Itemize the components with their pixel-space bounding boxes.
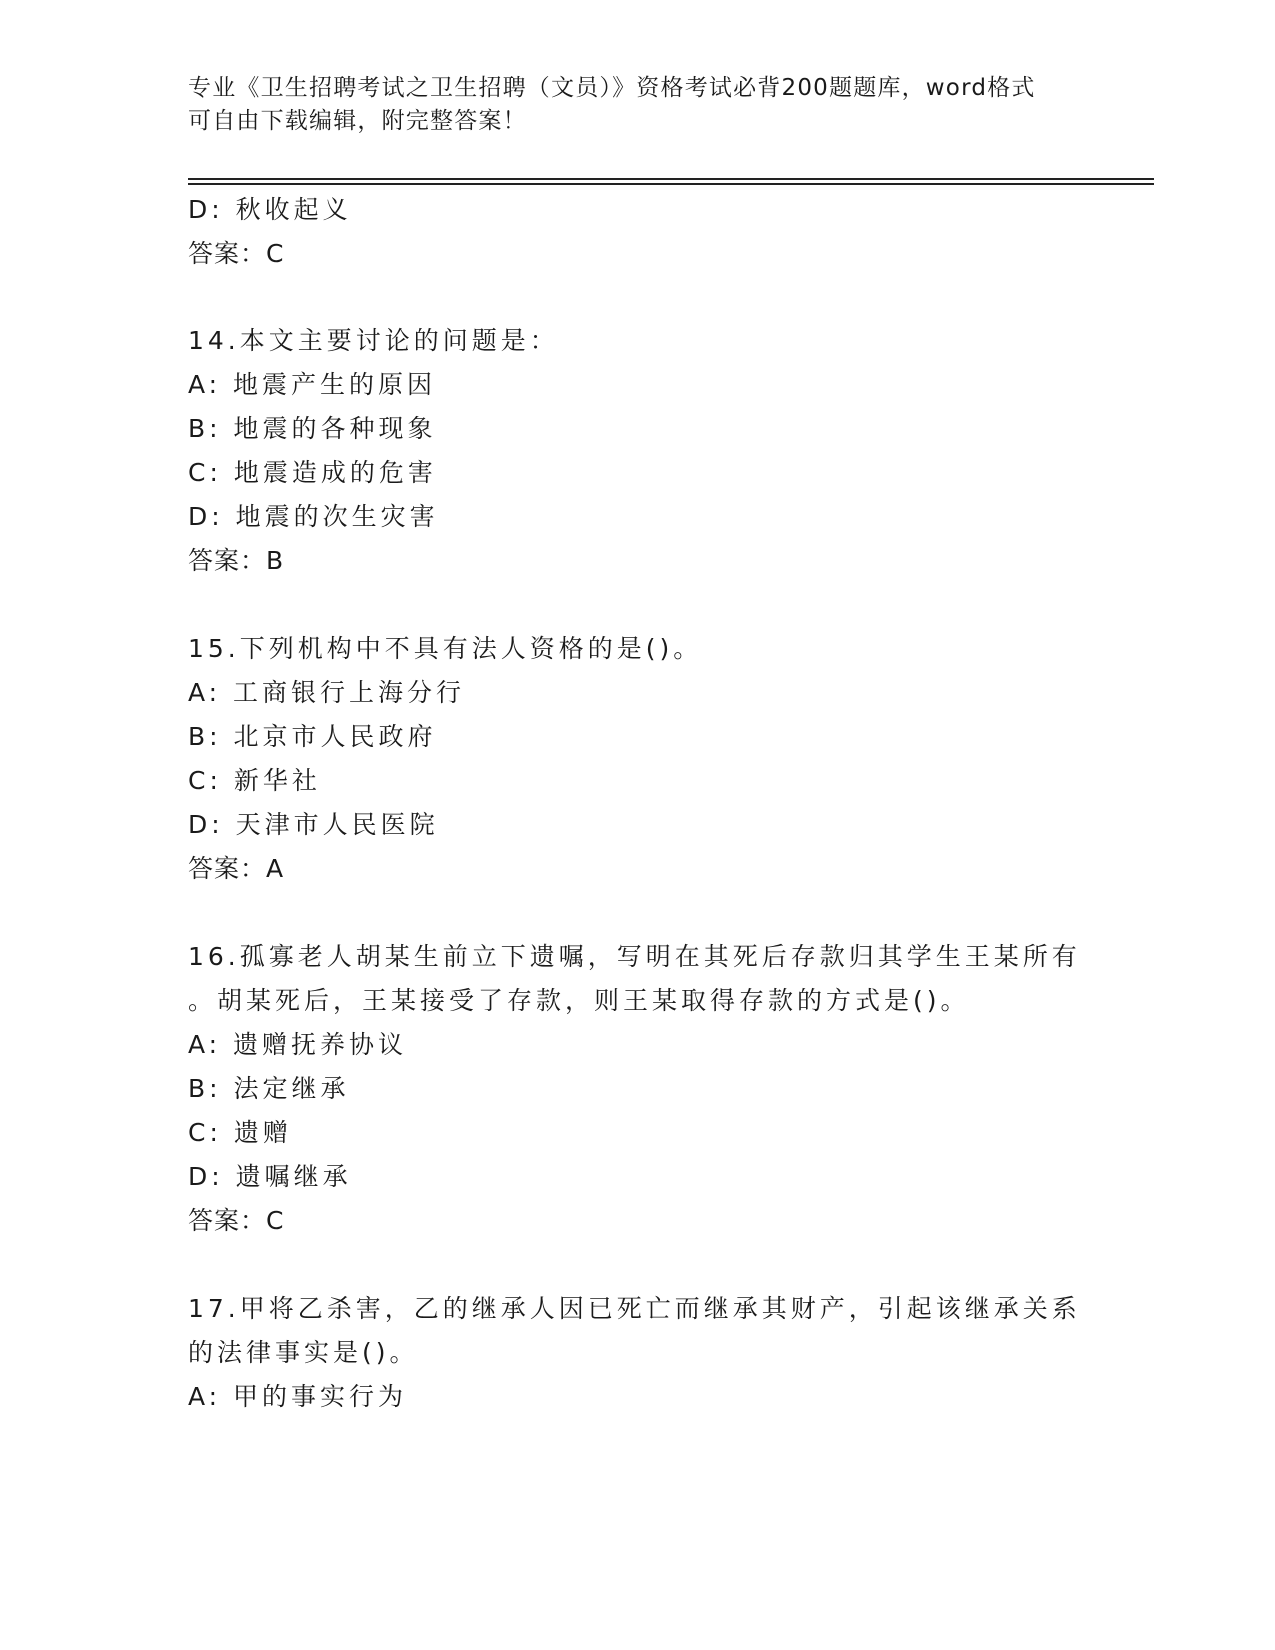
q14-answer: 答案：B (188, 546, 285, 575)
header-divider-top (188, 178, 1154, 180)
q17-question-line-1: 17.甲将乙杀害，乙的继承人因已死亡而继承其财产，引起该继承关系 (188, 1294, 1081, 1323)
q15-question: 15.下列机构中不具有法人资格的是()。 (188, 634, 703, 663)
q16-option-a: A: 遗赠抚养协议 (188, 1030, 408, 1059)
q17-option-a: A: 甲的事实行为 (188, 1382, 408, 1411)
q17-question-line-2: 的法律事实是()。 (188, 1338, 419, 1367)
q15-option-d: D: 天津市人民医院 (188, 810, 439, 839)
q14-option-c: C: 地震造成的危害 (188, 458, 437, 487)
header-title-line-1: 专业《卫生招聘考试之卫生招聘（文员）》资格考试必背200题题库，word格式 (188, 75, 1036, 101)
q15-option-c: C: 新华社 (188, 766, 321, 795)
header-title-line-2: 可自由下载编辑，附完整答案！ (188, 108, 527, 134)
q13-answer: 答案：C (188, 239, 285, 268)
q14-option-a: A: 地震产生的原因 (188, 370, 437, 399)
q16-answer: 答案：C (188, 1206, 285, 1235)
q16-question-line-1: 16.孤寡老人胡某生前立下遗嘱，写明在其死后存款归其学生王某所有 (188, 942, 1081, 971)
q14-option-b: B: 地震的各种现象 (188, 414, 437, 443)
q16-option-b: B: 法定继承 (188, 1074, 350, 1103)
q15-option-a: A: 工商银行上海分行 (188, 678, 466, 707)
q16-option-c: C: 遗赠 (188, 1118, 292, 1147)
q13-option-d: D: 秋收起义 (188, 195, 352, 224)
q14-question: 14.本文主要讨论的问题是： (188, 326, 559, 355)
q15-answer: 答案：A (188, 854, 285, 883)
document-header (188, 72, 1088, 138)
header-divider-bottom (188, 183, 1154, 185)
q16-question-line-2: 。胡某死后，王某接受了存款，则王某取得存款的方式是()。 (188, 986, 970, 1015)
q14-option-d: D: 地震的次生灾害 (188, 502, 439, 531)
q15-option-b: B: 北京市人民政府 (188, 722, 437, 751)
q16-option-d: D: 遗嘱继承 (188, 1162, 352, 1191)
